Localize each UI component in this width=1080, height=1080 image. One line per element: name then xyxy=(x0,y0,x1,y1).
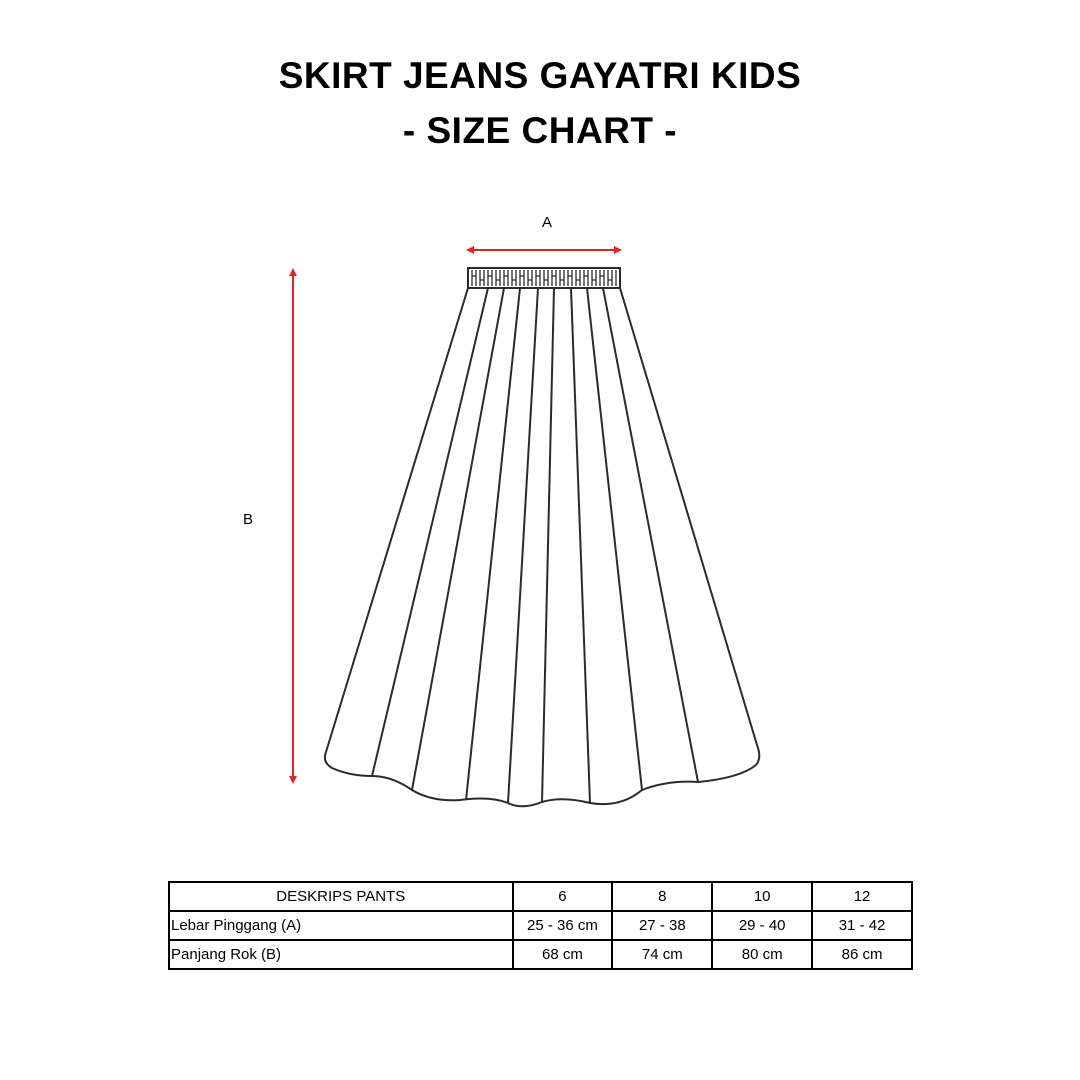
dimension-b-label: B xyxy=(242,511,254,528)
table-cell: 29 - 40 xyxy=(712,911,812,940)
skirt-body xyxy=(325,288,759,806)
table-cell: 68 cm xyxy=(513,940,613,969)
page-title: SKIRT JEANS GAYATRI KIDS xyxy=(278,55,802,96)
column-header: 6 xyxy=(513,882,613,911)
row-label: Panjang Rok (B) xyxy=(169,940,513,969)
column-header: 12 xyxy=(812,882,912,911)
table-cell: 86 cm xyxy=(812,940,912,969)
column-header: DESKRIPS PANTS xyxy=(169,882,513,911)
table-row xyxy=(169,911,912,940)
table-cell: 80 cm xyxy=(712,940,812,969)
table-header-row xyxy=(169,882,912,911)
table-row xyxy=(169,940,912,969)
dimension-a-label: A xyxy=(541,214,553,231)
size-chart-table xyxy=(168,881,913,970)
table-cell: 31 - 42 xyxy=(812,911,912,940)
waistband xyxy=(468,268,620,288)
table-cell: 74 cm xyxy=(612,940,712,969)
table-cell: 25 - 36 cm xyxy=(513,911,613,940)
page-subtitle: - SIZE CHART - xyxy=(402,110,678,151)
table-cell: 27 - 38 xyxy=(612,911,712,940)
row-label: Lebar Pinggang (A) xyxy=(169,911,513,940)
column-header: 8 xyxy=(612,882,712,911)
column-header: 10 xyxy=(712,882,812,911)
